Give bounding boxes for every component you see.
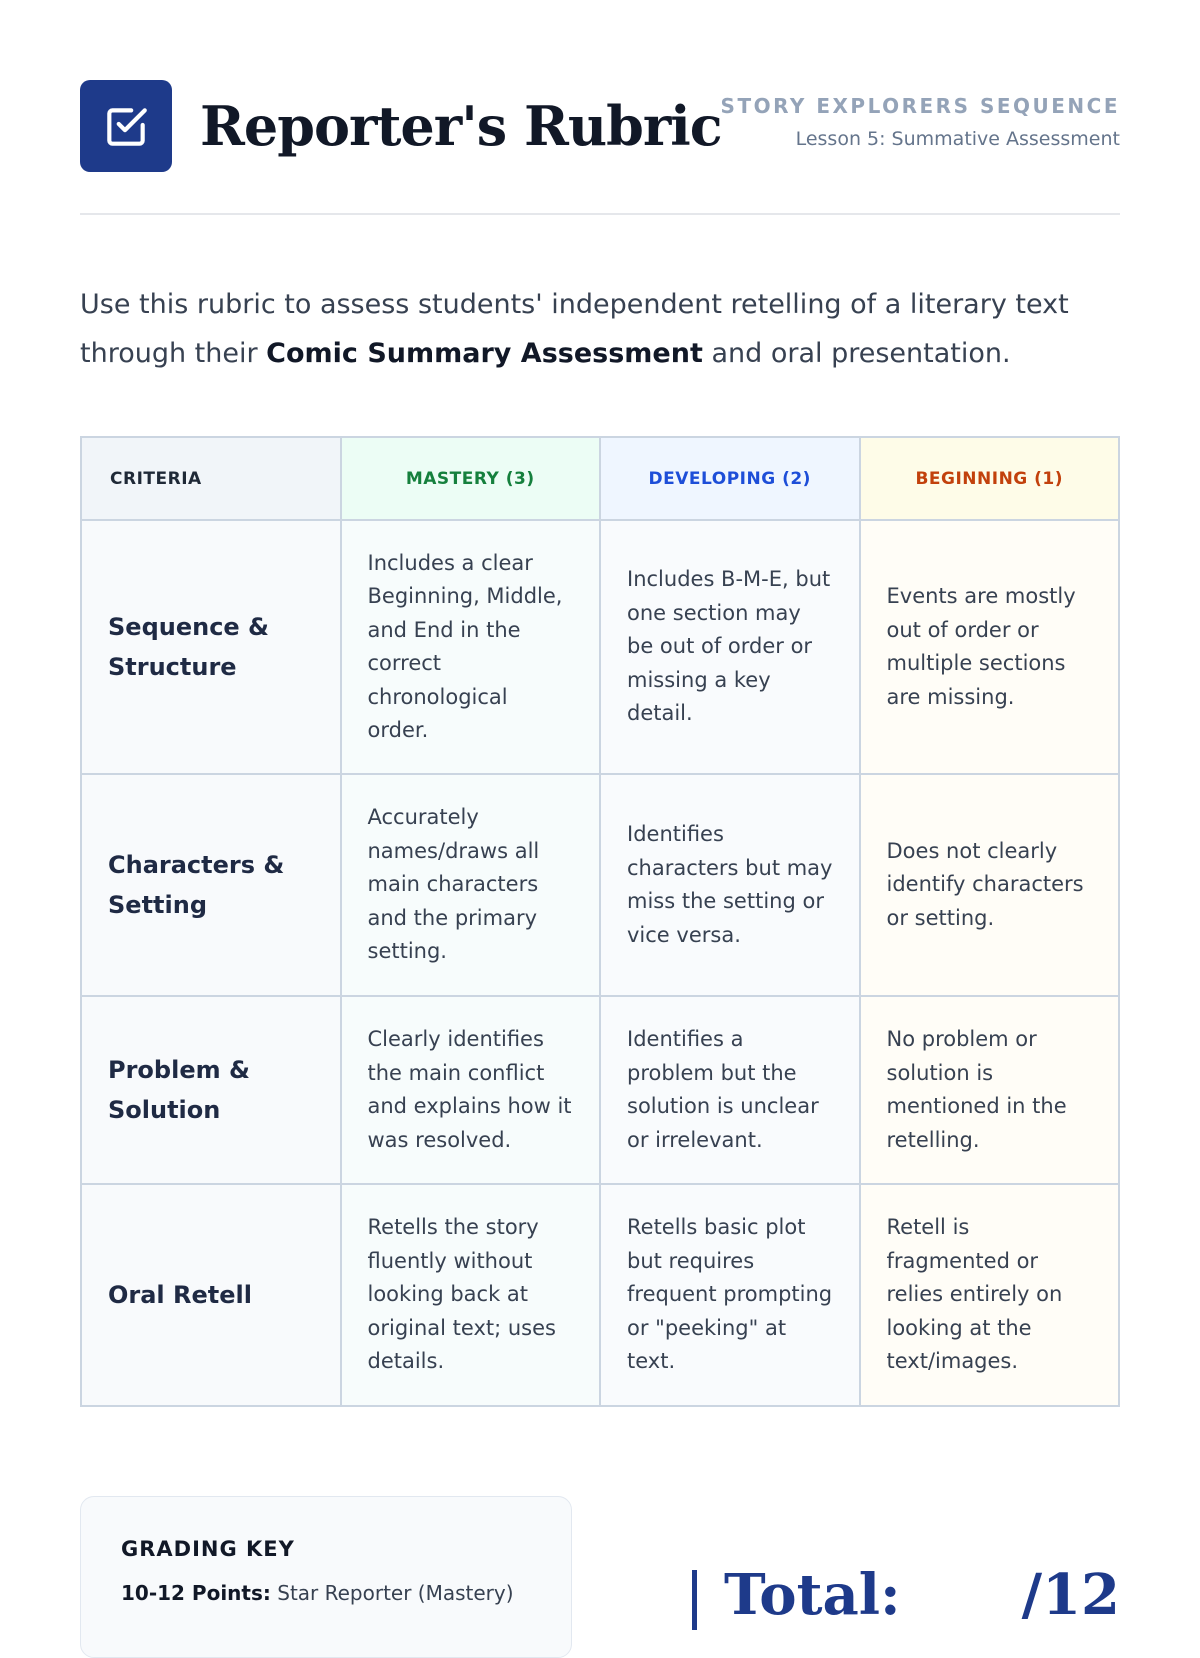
intro-text-end: and oral presentation. [702, 338, 1011, 369]
criteria-cell: Sequence & Structure [81, 520, 341, 774]
logo [80, 80, 172, 172]
grading-key-range: 10-12 Points: [121, 1581, 271, 1605]
mastery-cell: Clearly identifies the main conflict and explains how it was resolved. [341, 996, 601, 1184]
total-label: Total: [724, 1562, 901, 1628]
intro-paragraph [80, 280, 1120, 378]
criteria-cell: Oral Retell [81, 1184, 341, 1406]
developing-cell: Identifies characters but may miss the setting or vice versa. [600, 774, 860, 996]
header-divider [80, 213, 1120, 215]
beginning-cell: Does not clearly identify characters or setting. [860, 774, 1120, 996]
beginning-cell: No problem or solution is mentioned in the retelling. [860, 996, 1120, 1184]
grading-key-description: Star Reporter (Mastery) [270, 1581, 514, 1605]
header-beginning: BEGINNING (1) [860, 437, 1120, 520]
page-header [80, 80, 1120, 172]
intro-text-start: Use this rubric to assess students' independent retelling of a literary text through their [80, 289, 1069, 369]
grading-key-line [121, 1581, 514, 1605]
rubric-table [80, 436, 1120, 1407]
criteria-cell: Characters & Setting [81, 774, 341, 996]
table-row [81, 774, 1119, 996]
criteria-cell: Problem & Solution [81, 996, 341, 1184]
page-title: Reporter's Rubric [200, 94, 722, 158]
grading-key-title: GRADING KEY [121, 1537, 295, 1561]
lesson-label: Lesson 5: Summative Assessment [795, 128, 1120, 150]
developing-cell: Retells basic plot but requires frequent prompting or "peeking" at text. [600, 1184, 860, 1406]
header-developing: DEVELOPING (2) [600, 437, 860, 520]
header-criteria: CRITERIA [81, 437, 341, 520]
total-accent-bar [692, 1570, 697, 1630]
mastery-cell: Accurately names/draws all main characters and the primary setting. [341, 774, 601, 996]
grading-key-card [80, 1496, 572, 1658]
table-row [81, 1184, 1119, 1406]
mastery-cell: Retells the story fluently without looking back at original text; uses details. [341, 1184, 601, 1406]
checkbox-icon [101, 101, 151, 151]
table-row [81, 996, 1119, 1184]
intro-bold-text: Comic Summary Assessment [266, 338, 703, 369]
developing-cell: Includes B-M-E, but one section may be out of order or missing a key detail. [600, 520, 860, 774]
rubric-header-row [81, 437, 1119, 520]
developing-cell: Identifies a problem but the solution is unclear or irrelevant. [600, 996, 860, 1184]
beginning-cell: Retell is fragmented or relies entirely on looking at the text/images. [860, 1184, 1120, 1406]
mastery-cell: Includes a clear Beginning, Middle, and End in the correct chronological order. [341, 520, 601, 774]
total-score: /12 [1021, 1562, 1120, 1628]
table-row [81, 520, 1119, 774]
header-mastery: MASTERY (3) [341, 437, 601, 520]
beginning-cell: Events are mostly out of order or multiple sections are missing. [860, 520, 1120, 774]
series-label: STORY EXPLORERS SEQUENCE [720, 94, 1120, 118]
